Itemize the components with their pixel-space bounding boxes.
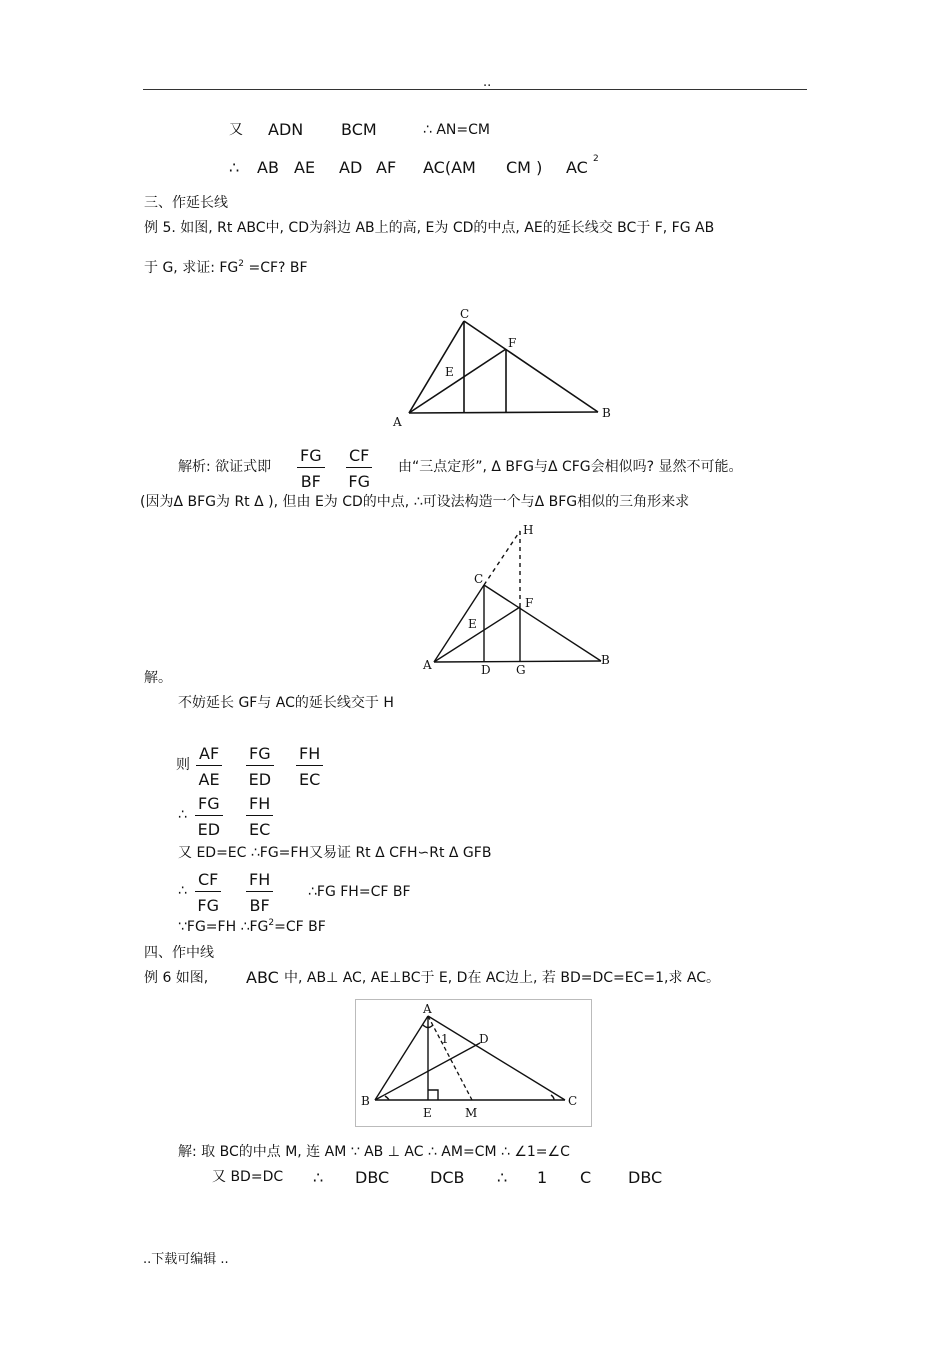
ze-fraction-fh-ec: $\frac{FH}{EC}$ — [296, 746, 323, 788]
solution-ze: 则 — [176, 757, 190, 773]
fig2-label-h: H — [523, 523, 534, 537]
fig1-label-f: F — [508, 336, 517, 350]
sol2-dbc-2: DBC — [628, 1168, 663, 1187]
header-rule — [143, 89, 807, 90]
example6-abc: ABC — [246, 968, 279, 987]
top-line2-ab: AB — [257, 158, 279, 177]
analysis-prefix: 解析: 欲证式即 — [178, 459, 272, 475]
ze-fraction-af-ae: $\frac{AF}{AE}$ — [196, 746, 222, 788]
sol2-so: ∴ — [313, 1168, 324, 1187]
solution-step2: 又 ED=EC ∴FG=FH又易证 Rt Δ CFH∽Rt Δ GFB — [178, 845, 492, 861]
fig1-label-c: C — [460, 307, 470, 321]
so2-fraction-fh-bf: $\frac{FH}{BF}$ — [246, 872, 273, 914]
header-mark: .. — [483, 75, 492, 90]
top-line2-ac-am: AC(AM — [423, 158, 476, 177]
figure-triangle-2 — [420, 515, 620, 680]
solution-so2: ∴ — [178, 883, 187, 899]
fig3-label-m: M — [465, 1106, 478, 1120]
sol2-c: C — [580, 1168, 592, 1187]
so1-fraction-fg-ed: $\frac{FG}{ED}$ — [195, 796, 223, 838]
section3-title: 三、作延长线 — [144, 195, 228, 211]
top-line2-ac: AC — [566, 158, 588, 177]
fig3-label-e: E — [423, 1106, 432, 1120]
fig3-label-c: C — [568, 1094, 578, 1108]
fig2-label-g: G — [516, 663, 526, 677]
example6-prefix: 例 6 如图, — [144, 970, 209, 986]
top-line2-sup: 2 — [593, 154, 599, 164]
section4-title: 四、作中线 — [144, 945, 214, 961]
fig3-label-a: A — [423, 1002, 432, 1016]
footer-text: ..下载可编辑 .. — [143, 1252, 229, 1267]
top-line2-ae: AE — [294, 158, 316, 177]
solution-step1: 不妨延长 GF与 AC的延长线交于 H — [178, 695, 394, 711]
analysis-line2: (因为Δ BFG为 Rt Δ ), 但由 E为 CD的中点, ∴可设法构造一个与Δ BFG相似的三角形来求 — [140, 494, 690, 510]
top-line1-you: 又 — [229, 122, 243, 138]
top-line2-so: ∴ — [229, 158, 240, 177]
figure-triangle-3 — [355, 999, 593, 1127]
fig2-label-f: F — [525, 596, 534, 610]
example6-solution-line1: 解: 取 BC的中点 M, 连 AM ∵ AB ⊥ AC ∴ AM=CM ∴ ∠1=∠C — [178, 1144, 570, 1160]
fig1-label-a: A — [393, 415, 402, 429]
fig2-label-c: C — [474, 572, 484, 586]
top-line1-so: ∴ AN=CM — [423, 122, 490, 138]
sol2-one: 1 — [537, 1168, 548, 1187]
fig3-label-b: B — [361, 1094, 370, 1108]
top-line2-cm: CM ) — [506, 158, 543, 177]
top-line2-af: AF — [376, 158, 397, 177]
fig2-label-d: D — [481, 663, 491, 677]
so1-fraction-fh-ec: $\frac{FH}{EC}$ — [246, 796, 273, 838]
fig2-label-e: E — [468, 617, 477, 631]
top-line1-bcm: BCM — [341, 120, 377, 139]
top-line1-adn: ADN — [268, 120, 304, 139]
analysis-fraction-fg-bf: $\frac{FG}{BF}$ — [297, 448, 325, 490]
fig3-label-d: D — [479, 1032, 489, 1046]
sol2-dcb: DCB — [430, 1168, 465, 1187]
ze-fraction-fg-ed: $\frac{FG}{ED}$ — [246, 746, 274, 788]
sol2-so2: ∴ — [497, 1168, 508, 1187]
example5-line1: 例 5. 如图, Rt ABC中, CD为斜边 AB上的高, E为 CD的中点, AE的延长线交 BC于 F, FG AB — [144, 220, 715, 236]
top-line2-ad: AD — [339, 158, 363, 177]
fig3-label-1: 1 — [441, 1032, 449, 1046]
fig2-label-b: B — [601, 653, 610, 667]
figure-triangle-1 — [385, 300, 625, 435]
so2-fraction-cf-fg: $\frac{CF}{FG}$ — [195, 872, 221, 914]
sol2-dbc: DBC — [355, 1168, 390, 1187]
example5-line2: 于 G, 求证: $FG^2 =CF$? BF — [144, 259, 308, 276]
fig1-label-b: B — [602, 406, 611, 420]
example6-text: 中, AB⊥ AC, AE⊥BC于 E, D在 AC边上, 若 BD=DC=EC=1,求 AC。 — [284, 970, 721, 986]
solution-step3: ∵FG=FH $\therefore FG^2=CF$ BF — [178, 918, 326, 935]
example6-solution-line2-prefix: 又 BD=DC — [212, 1169, 284, 1185]
analysis-fraction-cf-fg: $\frac{CF}{FG}$ — [346, 448, 372, 490]
analysis-suffix: 由“三点定形”, Δ BFG与Δ CFG会相似吗? 显然不可能。 — [398, 459, 743, 475]
fig2-label-a: A — [423, 658, 432, 672]
so2-tail: ∴FG FH=CF BF — [308, 884, 411, 900]
fig1-label-e: E — [445, 365, 454, 379]
solution-so1: ∴ — [178, 807, 187, 823]
solution-jie: 解。 — [144, 670, 172, 686]
